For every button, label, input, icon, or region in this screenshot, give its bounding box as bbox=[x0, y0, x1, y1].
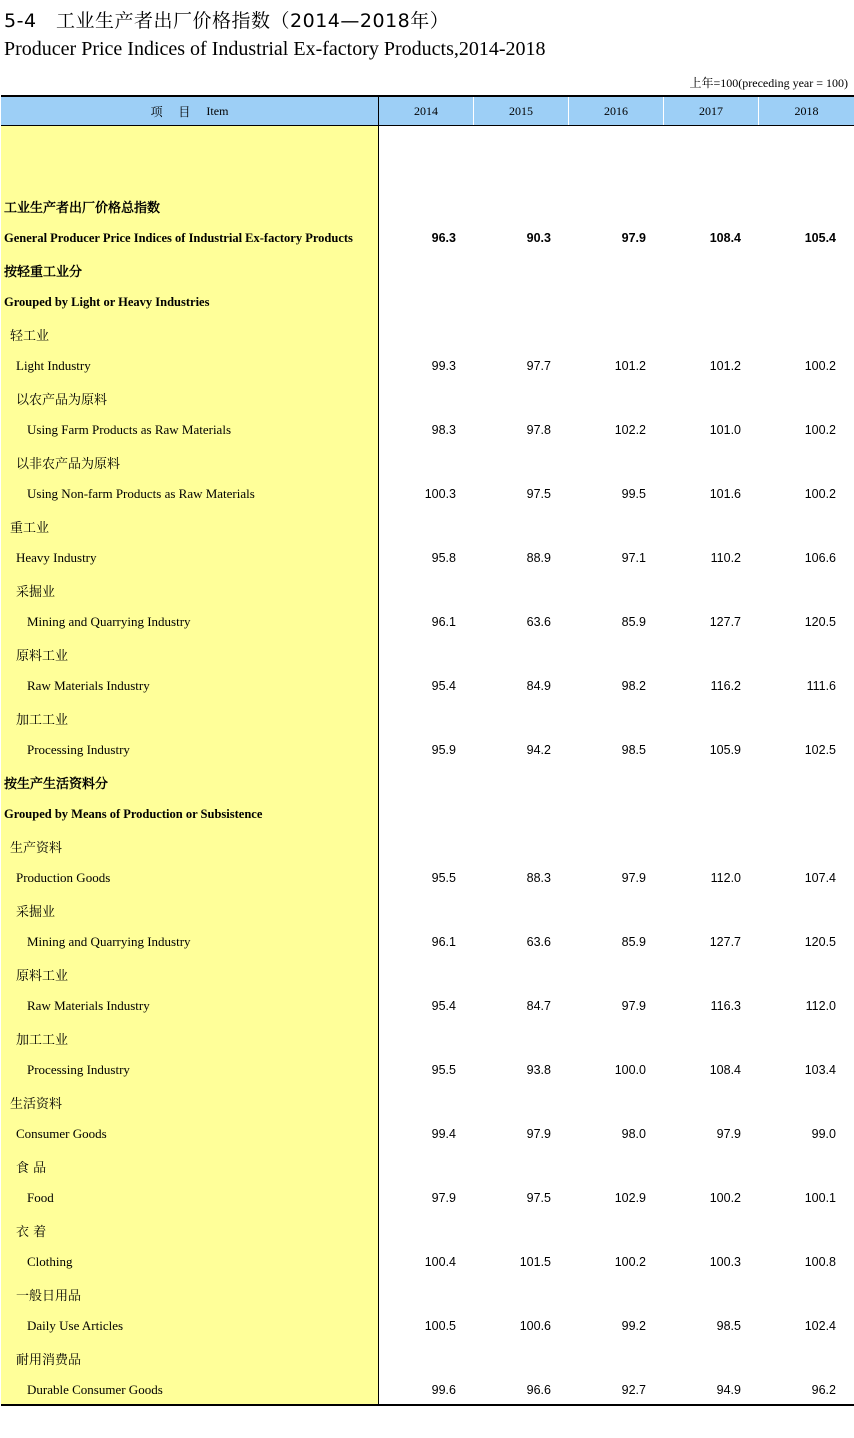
row-label: Raw Materials Industry bbox=[27, 678, 150, 693]
table-row bbox=[1, 1278, 854, 1310]
value-cell-2018: 112.0 bbox=[805, 999, 836, 1013]
table-row bbox=[1, 926, 854, 958]
item-column-header bbox=[1, 97, 379, 125]
value-cell-2015: 93.8 bbox=[526, 1063, 551, 1077]
value-cell-2016: 99.2 bbox=[621, 1319, 646, 1333]
table-body bbox=[1, 158, 854, 1406]
value-cell-2015: 90.3 bbox=[526, 231, 551, 245]
value-cell-2015: 84.7 bbox=[526, 999, 551, 1013]
value-cell-2017: 94.9 bbox=[716, 1383, 741, 1397]
row-label: 衣 着 bbox=[16, 1224, 47, 1240]
year-header-2018: 2018 bbox=[759, 97, 854, 125]
row-label: Production Goods bbox=[16, 870, 111, 885]
row-label: 原料工业 bbox=[16, 648, 69, 664]
value-cell-2016: 99.5 bbox=[621, 487, 646, 501]
value-cell-2014: 95.9 bbox=[431, 743, 456, 757]
year-header-2016: 2016 bbox=[569, 97, 664, 125]
value-cell-2015: 96.6 bbox=[526, 1383, 551, 1397]
value-cell-2016: 85.9 bbox=[621, 615, 646, 629]
row-label: Using Non-farm Products as Raw Materials bbox=[27, 486, 255, 501]
table-row bbox=[1, 606, 854, 638]
row-label: Food bbox=[27, 1190, 54, 1205]
table-row bbox=[1, 1118, 854, 1150]
table-row bbox=[1, 990, 854, 1022]
table-row bbox=[1, 190, 854, 222]
value-cell-2014: 99.4 bbox=[431, 1127, 456, 1141]
value-cell-2018: 99.0 bbox=[811, 1127, 836, 1141]
unit-note: 上年=100(preceding year = 100) bbox=[689, 76, 848, 90]
value-cell-2014: 95.4 bbox=[431, 679, 456, 693]
value-cell-2017: 97.9 bbox=[716, 1127, 741, 1141]
row-label: 加工工业 bbox=[16, 1032, 69, 1048]
value-cell-2014: 96.1 bbox=[431, 615, 456, 629]
table-row bbox=[1, 414, 854, 446]
year-header-2015: 2015 bbox=[474, 97, 569, 125]
value-cell-2015: 97.5 bbox=[526, 1191, 551, 1205]
value-cell-2014: 95.8 bbox=[431, 551, 456, 565]
value-cell-2018: 100.1 bbox=[804, 1191, 836, 1205]
table-row bbox=[1, 638, 854, 670]
value-cell-2018: 103.4 bbox=[804, 1063, 836, 1077]
value-cell-2016: 100.2 bbox=[614, 1255, 646, 1269]
table-row bbox=[1, 798, 854, 830]
row-label: 按生产生活资料分 bbox=[4, 776, 109, 792]
row-label: 按轻重工业分 bbox=[4, 264, 83, 280]
value-cell-2018: 100.8 bbox=[804, 1255, 836, 1269]
value-cell-2016: 102.9 bbox=[614, 1191, 646, 1205]
table-row bbox=[1, 318, 854, 350]
table-row bbox=[1, 286, 854, 318]
value-cell-2015: 101.5 bbox=[519, 1255, 551, 1269]
value-cell-2017: 101.2 bbox=[709, 359, 741, 373]
row-label: 以农产品为原料 bbox=[16, 392, 108, 408]
value-cell-2016: 100.0 bbox=[614, 1063, 646, 1077]
table-row bbox=[1, 702, 854, 734]
row-label: 生活资料 bbox=[10, 1096, 63, 1112]
table-row bbox=[1, 1054, 854, 1086]
value-cell-2017: 100.3 bbox=[709, 1255, 741, 1269]
value-cell-2015: 84.9 bbox=[526, 679, 551, 693]
value-cell-2014: 95.4 bbox=[431, 999, 456, 1013]
value-cell-2016: 101.2 bbox=[614, 359, 646, 373]
value-cell-2015: 63.6 bbox=[526, 935, 551, 949]
value-cell-2017: 112.0 bbox=[710, 871, 741, 885]
table-row bbox=[1, 542, 854, 574]
table-row bbox=[1, 766, 854, 798]
value-cell-2016: 97.9 bbox=[621, 999, 646, 1013]
value-cell-2017: 101.6 bbox=[709, 487, 741, 501]
row-label: Mining and Quarrying Industry bbox=[27, 614, 191, 629]
value-cell-2018: 100.2 bbox=[804, 359, 836, 373]
row-label: Mining and Quarrying Industry bbox=[27, 934, 191, 949]
value-cell-2016: 98.0 bbox=[621, 1127, 646, 1141]
year-header-2014: 2014 bbox=[379, 97, 474, 125]
row-label: Heavy Industry bbox=[16, 550, 97, 565]
table-row bbox=[1, 1246, 854, 1278]
year-header-2017: 2017 bbox=[664, 97, 759, 125]
table-row bbox=[1, 830, 854, 862]
table-row bbox=[1, 222, 854, 254]
table-row bbox=[1, 1022, 854, 1054]
table-row bbox=[1, 446, 854, 478]
value-cell-2014: 98.3 bbox=[431, 423, 456, 437]
row-label: 加工工业 bbox=[16, 712, 69, 728]
value-cell-2016: 98.5 bbox=[621, 743, 646, 757]
value-cell-2017: 100.2 bbox=[709, 1191, 741, 1205]
value-cell-2018: 96.2 bbox=[811, 1383, 836, 1397]
item-header-en: Item bbox=[206, 103, 229, 118]
value-cell-2014: 100.5 bbox=[424, 1319, 456, 1333]
value-cell-2018: 120.5 bbox=[804, 615, 836, 629]
table-row bbox=[1, 478, 854, 510]
row-label: 食 品 bbox=[16, 1160, 47, 1176]
value-cell-2015: 94.2 bbox=[526, 743, 551, 757]
row-label: 一般日用品 bbox=[16, 1288, 82, 1304]
row-label: 重工业 bbox=[10, 520, 50, 536]
row-label: Processing Industry bbox=[27, 1062, 130, 1077]
row-label: Durable Consumer Goods bbox=[27, 1382, 163, 1397]
table-row bbox=[1, 1086, 854, 1118]
value-cell-2018: 100.2 bbox=[804, 487, 836, 501]
table-row bbox=[1, 1310, 854, 1342]
row-label: 工业生产者出厂价格总指数 bbox=[4, 200, 161, 216]
table-row bbox=[1, 670, 854, 702]
row-label: Processing Industry bbox=[27, 742, 130, 757]
value-cell-2014: 99.3 bbox=[431, 359, 456, 373]
value-cell-2015: 88.9 bbox=[526, 551, 551, 565]
table-row bbox=[1, 1182, 854, 1214]
value-cell-2014: 96.3 bbox=[431, 231, 456, 245]
value-cell-2016: 102.2 bbox=[614, 423, 646, 437]
value-cell-2017: 108.4 bbox=[709, 231, 741, 245]
row-label: Consumer Goods bbox=[16, 1126, 107, 1141]
value-cell-2016: 97.1 bbox=[621, 551, 646, 565]
row-label: 以非农产品为原料 bbox=[16, 456, 121, 472]
value-cell-2018: 106.6 bbox=[804, 551, 836, 565]
value-cell-2015: 97.5 bbox=[526, 487, 551, 501]
value-cell-2015: 97.9 bbox=[526, 1127, 551, 1141]
table-row bbox=[1, 1374, 854, 1406]
row-label: Daily Use Articles bbox=[27, 1318, 124, 1333]
value-cell-2017: 98.5 bbox=[716, 1319, 741, 1333]
value-cell-2017: 105.9 bbox=[709, 743, 741, 757]
value-cell-2018: 111.6 bbox=[806, 679, 836, 693]
value-cell-2016: 92.7 bbox=[621, 1383, 646, 1397]
table-row bbox=[1, 862, 854, 894]
row-label: Light Industry bbox=[16, 358, 91, 373]
value-cell-2014: 100.3 bbox=[424, 487, 456, 501]
table-row bbox=[1, 254, 854, 286]
table-row bbox=[1, 894, 854, 926]
value-cell-2014: 100.4 bbox=[424, 1255, 456, 1269]
value-cell-2018: 120.5 bbox=[804, 935, 836, 949]
value-cell-2015: 63.6 bbox=[526, 615, 551, 629]
row-label: 耐用消费品 bbox=[16, 1352, 82, 1368]
value-cell-2017: 101.0 bbox=[709, 423, 741, 437]
table-row bbox=[1, 382, 854, 414]
table-row bbox=[1, 158, 854, 190]
table-row bbox=[1, 958, 854, 990]
row-label: General Producer Price Indices of Industrial Ex-factory Products bbox=[4, 230, 353, 245]
value-cell-2016: 98.2 bbox=[621, 679, 646, 693]
value-cell-2018: 102.4 bbox=[804, 1319, 836, 1333]
row-label: 原料工业 bbox=[16, 968, 69, 984]
value-cell-2015: 88.3 bbox=[526, 871, 551, 885]
item-header-cn: 项 目 bbox=[150, 104, 197, 119]
value-cell-2016: 97.9 bbox=[621, 871, 646, 885]
row-label: Grouped by Means of Production or Subsistence bbox=[4, 806, 263, 821]
value-cell-2016: 85.9 bbox=[621, 935, 646, 949]
row-label: Raw Materials Industry bbox=[27, 998, 150, 1013]
table-row bbox=[1, 350, 854, 382]
table-row bbox=[1, 1150, 854, 1182]
value-cell-2014: 97.9 bbox=[431, 1191, 456, 1205]
value-cell-2017: 127.7 bbox=[709, 935, 741, 949]
value-cell-2017: 116.3 bbox=[710, 999, 741, 1013]
table-row bbox=[1, 1214, 854, 1246]
table-row bbox=[1, 1342, 854, 1374]
value-cell-2015: 97.8 bbox=[526, 423, 551, 437]
value-cell-2018: 105.4 bbox=[804, 231, 836, 245]
value-cell-2014: 95.5 bbox=[431, 1063, 456, 1077]
row-label: 采掘业 bbox=[16, 584, 56, 600]
value-cell-2015: 97.7 bbox=[526, 359, 551, 373]
table-title-en: Producer Price Indices of Industrial Ex-factory Products,2014-2018 bbox=[4, 38, 546, 60]
row-label: Clothing bbox=[27, 1254, 73, 1269]
price-index-table bbox=[1, 95, 854, 1406]
value-cell-2014: 99.6 bbox=[431, 1383, 456, 1397]
value-cell-2017: 108.4 bbox=[709, 1063, 741, 1077]
table-title-cn: 5-4 工业生产者出厂价格指数（2014—2018年） bbox=[4, 10, 450, 32]
table-row bbox=[1, 510, 854, 542]
value-cell-2018: 102.5 bbox=[804, 743, 836, 757]
value-cell-2018: 107.4 bbox=[804, 871, 836, 885]
value-cell-2014: 95.5 bbox=[431, 871, 456, 885]
table-row bbox=[1, 574, 854, 606]
value-cell-2015: 100.6 bbox=[519, 1319, 551, 1333]
value-cell-2014: 96.1 bbox=[431, 935, 456, 949]
row-label: Using Farm Products as Raw Materials bbox=[27, 422, 232, 437]
value-cell-2017: 110.2 bbox=[710, 551, 741, 565]
row-label: 轻工业 bbox=[10, 328, 50, 344]
value-cell-2016: 97.9 bbox=[621, 231, 646, 245]
table-header-row bbox=[1, 95, 854, 126]
value-cell-2017: 116.2 bbox=[710, 679, 741, 693]
row-label: 生产资料 bbox=[10, 840, 63, 856]
row-label: 采掘业 bbox=[16, 904, 56, 920]
table-row bbox=[1, 734, 854, 766]
value-cell-2018: 100.2 bbox=[804, 423, 836, 437]
value-cell-2017: 127.7 bbox=[709, 615, 741, 629]
row-label: Grouped by Light or Heavy Industries bbox=[4, 294, 210, 309]
